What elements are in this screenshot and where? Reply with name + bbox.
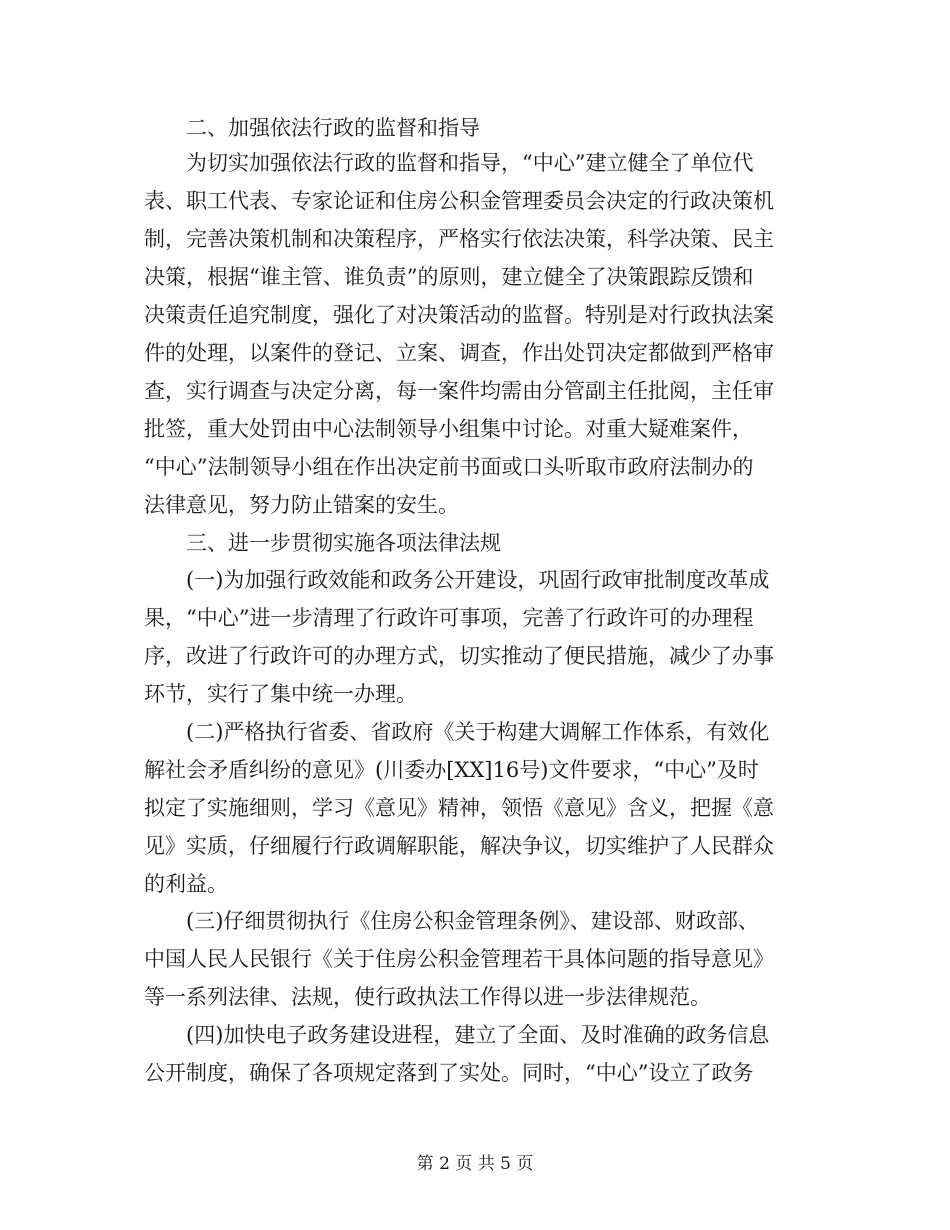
- paragraph-line: (三)仔细贯彻执行《住房公积金管理条例》、建设部、财政部、: [186, 909, 759, 933]
- section-heading-3: 三、进一步贯彻实施各项法律法规: [186, 531, 501, 555]
- paragraph-line: 环节，实行了集中统一办理。: [144, 682, 417, 706]
- paragraph-line: (四)加快电子政务建设进程，建立了全面、及时准确的政务信息: [186, 1023, 770, 1047]
- paragraph-line: 查，实行调查与决定分离，每一案件均需由分管副主任批阅，主任审: [144, 379, 774, 403]
- paragraph-line: (二)严格执行省委、省政府《关于构建大调解工作体系，有效化: [186, 720, 770, 744]
- paragraph-line: “中心”法制领导小组在作出决定前书面或口头听取市政府法制办的: [144, 455, 754, 479]
- section-heading-2: 二、加强依法行政的监督和指导: [186, 116, 480, 140]
- paragraph-line: 制，完善决策机制和决策程序，严格实行依法决策，科学决策、民主: [144, 227, 774, 251]
- paragraph-line: (一)为加强行政效能和政务公开建设，巩固行政审批制度改革成: [186, 568, 770, 592]
- paragraph-line: 的利益。: [144, 872, 228, 896]
- paragraph-line: 拟定了实施细则，学习《意见》精神，领悟《意见》含义，把握《意: [144, 796, 774, 820]
- paragraph-line: 决策责任追究制度，强化了对决策活动的监督。特别是对行政执法案: [144, 303, 774, 327]
- paragraph-line: 为切实加强依法行政的监督和指导，“中心”建立健全了单位代: [186, 151, 754, 175]
- paragraph-line: 果，“中心”进一步清理了行政许可事项，完善了行政许可的办理程: [144, 606, 754, 630]
- paragraph-line: 批签，重大处罚由中心法制领导小组集中讨论。对重大疑难案件，: [144, 417, 753, 441]
- paragraph-line: 件的处理，以案件的登记、立案、调查，作出处罚决定都做到严格审: [144, 341, 774, 365]
- paragraph-line: 序，改进了行政许可的办理方式，切实推动了便民措施，减少了办事: [144, 644, 774, 668]
- page-number-footer: 第 2 页 共 5 页: [416, 1154, 534, 1174]
- paragraph-line: 公开制度，确保了各项规定落到了实处。同时，“中心”设立了政务: [144, 1061, 754, 1085]
- paragraph-line: 等一系列法律、法规，使行政执法工作得以进一步法律规范。: [144, 985, 711, 1009]
- paragraph-line: 见》实质，仔细履行行政调解职能，解决争议，切实维护了人民群众: [144, 834, 774, 858]
- paragraph-line: 法律意见，努力防止错案的安生。: [144, 493, 459, 517]
- paragraph-line: 中国人民人民银行《关于住房公积金管理若干具体问题的指导意见》: [144, 947, 774, 971]
- paragraph-line: 表、职工代表、专家论证和住房公积金管理委员会决定的行政决策机: [144, 189, 774, 213]
- paragraph-line: 解社会矛盾纠纷的意见》(川委办[XX]16号)文件要求，“中心”及时: [144, 758, 759, 782]
- paragraph-line: 决策，根据“谁主管、谁负责”的原则，建立健全了决策跟踪反馈和: [144, 265, 754, 289]
